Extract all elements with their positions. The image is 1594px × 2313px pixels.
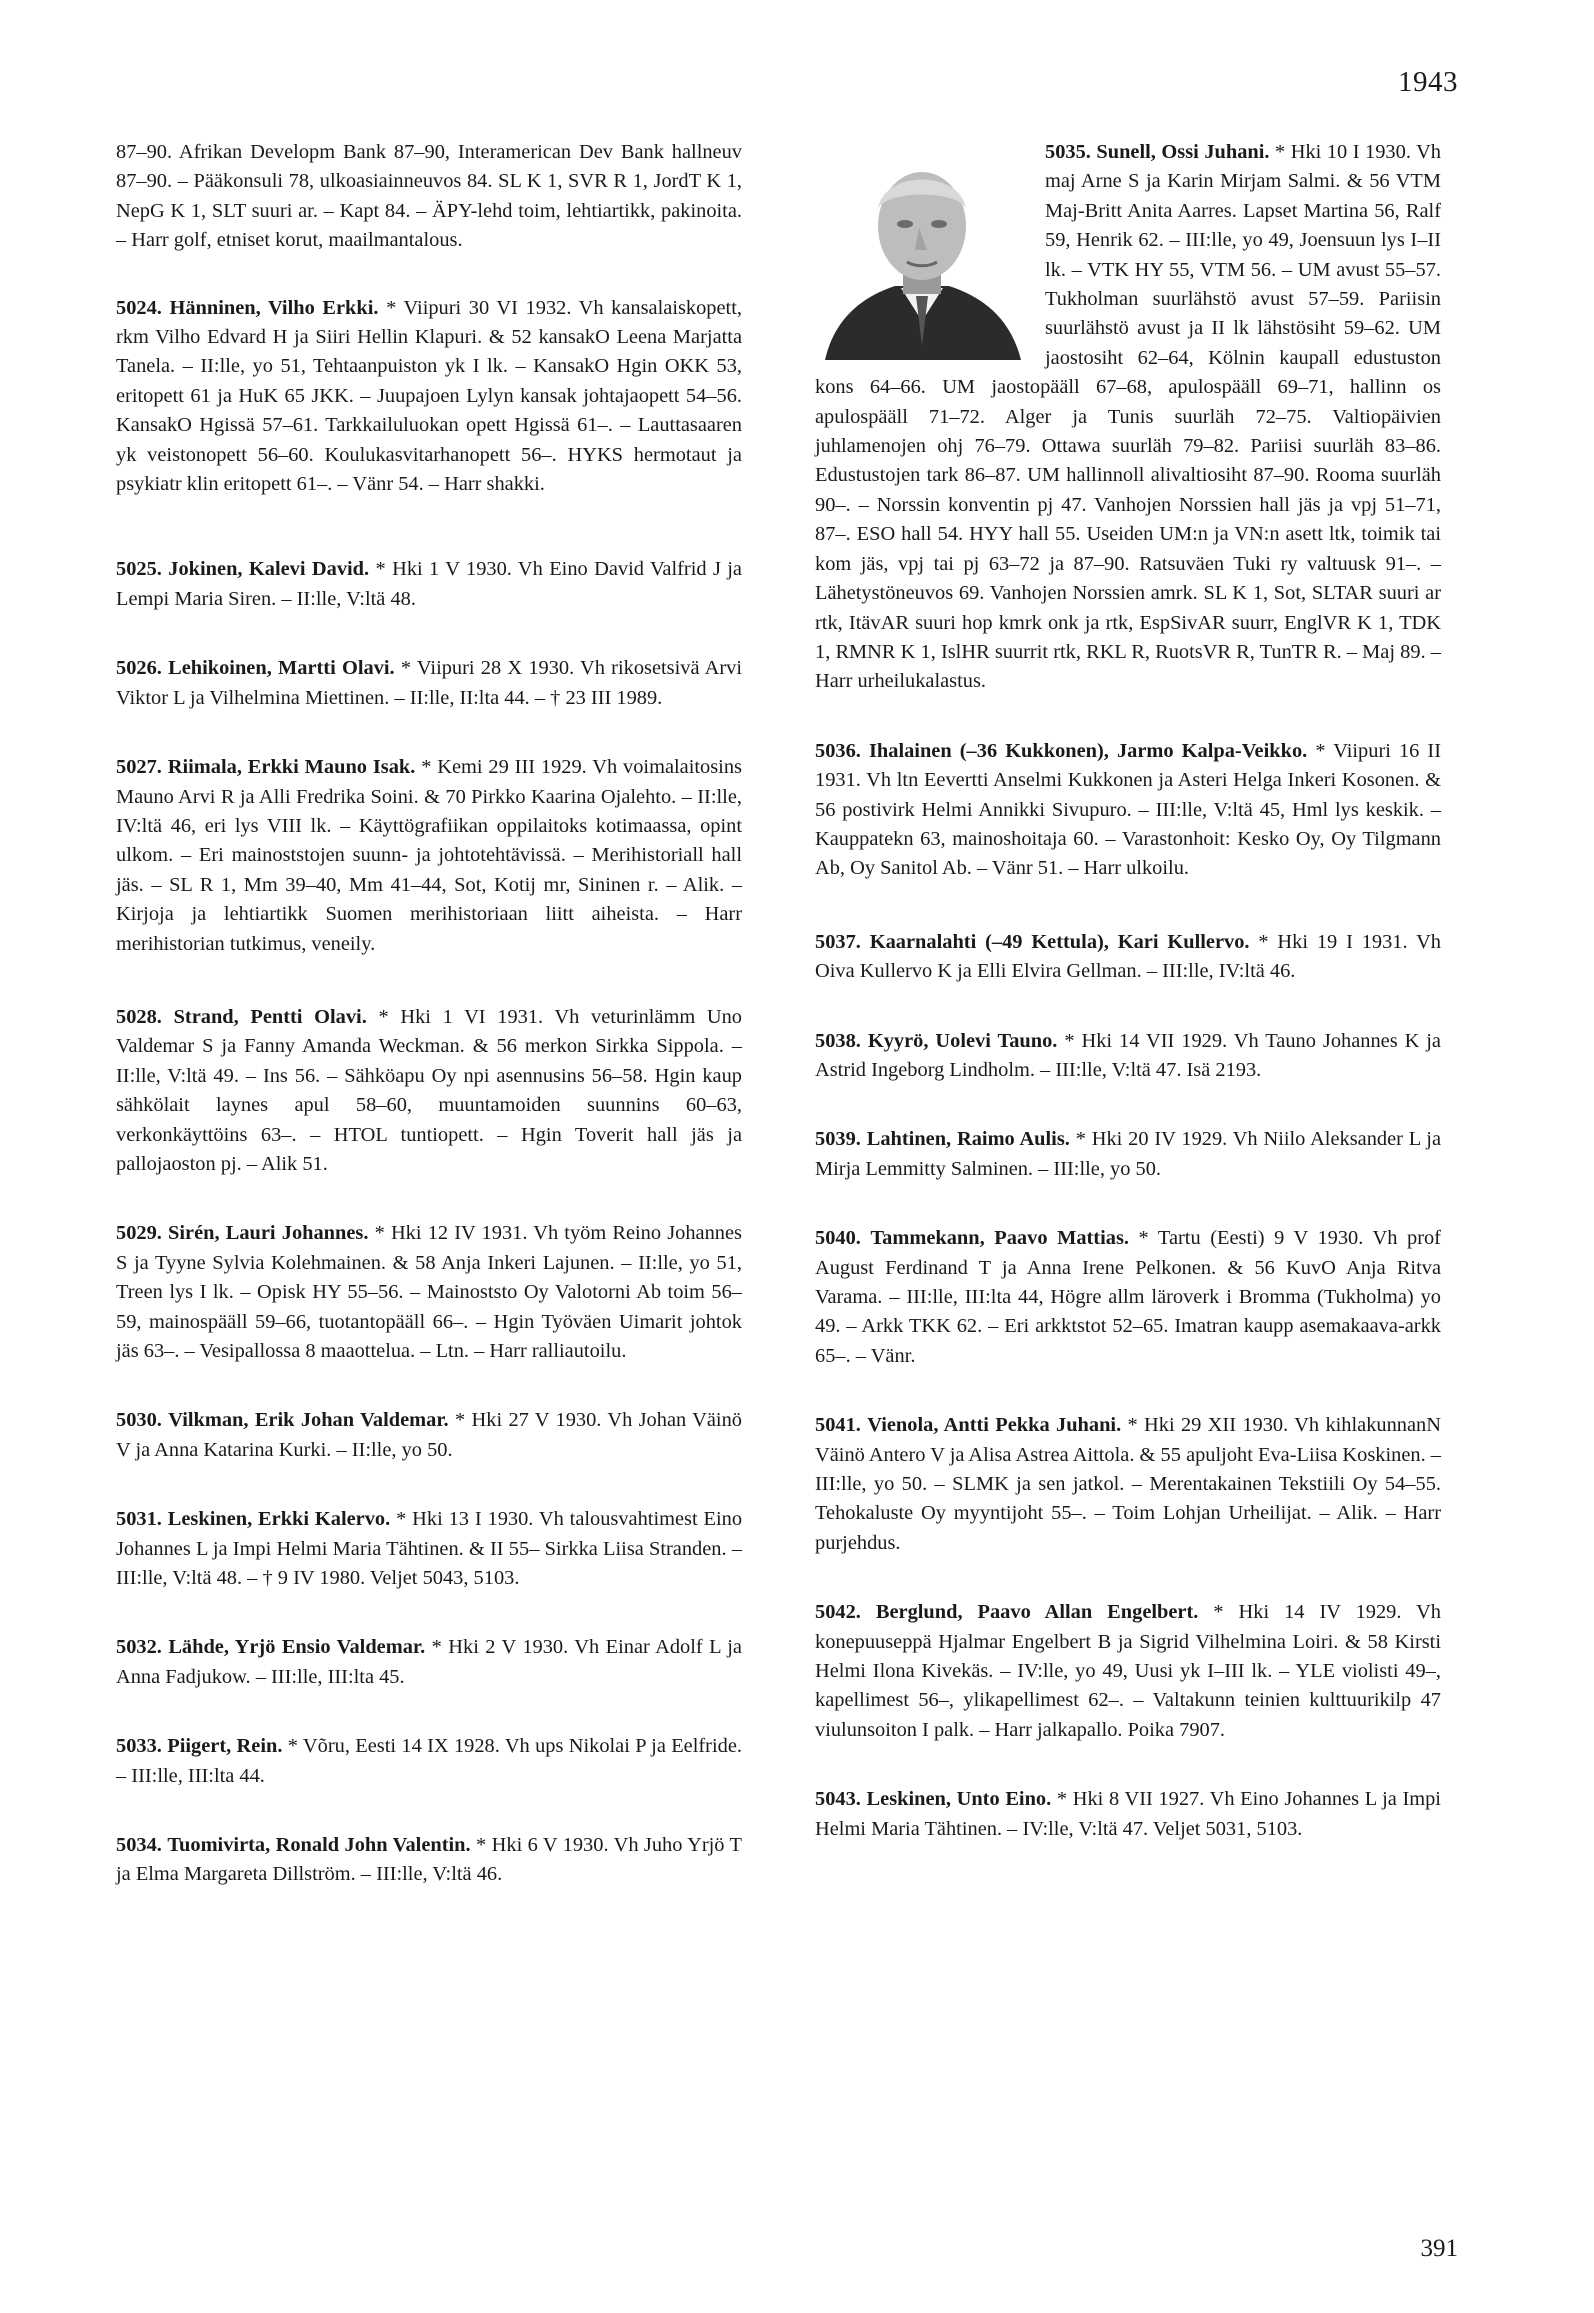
person-name: Kyyrö, Uolevi Tauno.: [867, 1029, 1058, 1052]
person-name: Jokinen, Kalevi David.: [168, 558, 370, 581]
person-name: Sunell, Ossi Juhani.: [1096, 141, 1270, 163]
entry-text: * Hki 1 V 1930. Vh Eino David Valfrid J ja Lempi Maria Siren. – II:lle, V:ltä 48.: [116, 558, 742, 610]
entry-number: 5029.: [116, 1222, 162, 1245]
entry-text: * Hki 8 VII 1927. Vh Eino Johannes L ja Impi Helmi Maria Tähtinen. – IV:lle, V:ltä 47. Veljet 5031, 5103.: [815, 1788, 1441, 1840]
entry-text: * Hki 29 XII 1930. Vh kihlakunnanN Väinö Antero V ja Alisa Astrea Aittola. & 55 apuljoht Eva-Liisa Koskinen. – III:lle, yo 50. – SLMK ja sen jatkol. – Merentakainen Tekstiili Oy 54–55. Tehokaluste Oy myyntijoht 55–. – Toim Lohjan Urheilijat. – Alik. – Harr purjehdus.: [815, 1414, 1441, 1554]
biography-entry: [815, 1598, 1441, 1745]
entry-number: 5037.: [815, 930, 861, 953]
page-header-year: 1943: [1398, 66, 1458, 98]
biography-entry: [815, 1125, 1441, 1184]
entry-text: * Hki 13 I 1930. Vh talousvahtimest Eino Johannes L ja Impi Helmi Maria Tähtinen. & II 55– Sirkka Liisa Stranden. – III:lle, V:ltä 48. – † 9 IV 1980. Veljet 5043, 5103.: [116, 1508, 743, 1590]
entry-text: * Hki 19 I 1931. Vh Oiva Kullervo K ja Elli Elvira Gellman. – III:lle, IV:ltä 46.: [815, 930, 1441, 983]
entry-text: * Hki 6 V 1930. Vh Juho Yrjö T ja Elma Margareta Dillström. – III:lle, V:ltä 46.: [116, 1834, 742, 1886]
biography-entry: [116, 138, 742, 256]
person-name: Tammekann, Paavo Mattias.: [870, 1227, 1129, 1250]
biography-entry: [116, 1406, 742, 1465]
entry-number: 5028.: [116, 1005, 162, 1028]
person-name: Leskinen, Erkki Kalervo.: [167, 1508, 391, 1531]
entry-text: * Viipuri 28 X 1930. Vh rikosetsivä Arvi Viktor L ja Vilhelmina Miettinen. – II:lle, II:lta 44. – † 23 III 1989.: [116, 657, 742, 709]
biography-entry: [116, 1831, 742, 1890]
entry-text: * Võru, Eesti 14 IX 1928. Vh ups Nikolai P ja Eelfride. – III:lle, III:lta 44.: [116, 1735, 742, 1787]
entry-number: 5034.: [116, 1834, 162, 1857]
entry-number: 5032.: [116, 1636, 162, 1659]
entry-number: 5043.: [815, 1788, 861, 1811]
entry-text: * Hki 12 IV 1931. Vh työm Reino Johannes S ja Tyyne Sylvia Kolehmainen. & 58 Anja Inkeri Lajunen. – II:lle, yo 51, Treen lys I lk. – Opisk HY 55–56. – Mainoststo Oy Valotorni Ab toim 56–59, mainospääll 59–66, tuotantopääll 66–. – Hgin Työväen Uimarit johtok jäs 63–. – Vesipallossa 8 maaottelua. – Ltn. – Harr ralliautoilu.: [116, 1222, 742, 1362]
person-name: Lähde, Yrjö Ensio Valdemar.: [168, 1636, 426, 1659]
biography-entry: [815, 737, 1441, 884]
person-name: Leskinen, Unto Eino.: [866, 1788, 1052, 1811]
biography-entry: [116, 294, 742, 500]
biography-entry: [116, 1003, 742, 1179]
biography-entry: [815, 1785, 1441, 1844]
biography-entry: [815, 1027, 1441, 1086]
portrait-photo: [815, 146, 1029, 360]
entry-number: 5027.: [116, 756, 162, 779]
person-name: Ihalainen (–36 Kukkonen), Jarmo Kalpa-Veikko.: [868, 739, 1308, 762]
person-name: Sirén, Lauri Johannes.: [168, 1222, 369, 1245]
page-number: 391: [1420, 2235, 1458, 2262]
biography-entry: [116, 1505, 742, 1593]
entry-text: * Hki 2 V 1930. Vh Einar Adolf L ja Anna Fadjukow. – III:lle, III:lta 45.: [116, 1636, 742, 1688]
entry-text: * Kemi 29 III 1929. Vh voimalaitosins Mauno Arvi R ja Alli Fredrika Soini. & 70 Pirkko Kaarina Ojalehto. – II:lle, IV:ltä 46, eri lys VIII lk. – Käyttögrafiikan oppilaitoks kotimaassa, opint ulkom. – Eri mainoststojen suunn- ja johtotehtävissä. – Merihistoriall hall jäs. – SL R 1, Mm 39–40, Mm 41–44, Sot, Kotij mr, Sininen r. – Alik. – Kirjoja ja lehtiartikk Suomen merihistoriaan liitt aiheista. – Harr merihistorian tutkimus, veneily.: [116, 756, 742, 955]
entry-number: 5031.: [116, 1508, 162, 1531]
person-name: Vienola, Antti Pekka Juhani.: [867, 1414, 1122, 1437]
entry-number: 5036.: [815, 739, 861, 762]
entry-text: * Viipuri 16 II 1931. Vh ltn Eevertti Anselmi Kukkonen ja Asteri Helga Inkeri Kosonen. & 56 postivirk Helmi Annikki Sivupuro. – III:lle, V:ltä 45, Hml lys keskik. – Kauppatekn 63, mainoshoitaja 60. – Varastonhoit: Kesko Oy, Oy Tilgmann Ab, Oy Sanitol Ab. – Vänr 51. – Harr ulkoilu.: [815, 739, 1441, 880]
biography-entry: [116, 654, 742, 713]
person-name: Tuomivirta, Ronald John Valentin.: [167, 1834, 471, 1857]
person-name: Lehikoinen, Martti Olavi.: [168, 657, 395, 680]
entry-text: 87–90. Afrikan Developm Bank 87–90, Interamerican Dev Bank hallneuv 87–90. – Pääkonsuli 78, ulkoasiainneuvos 84. SL K 1, SVR R 1, JordT K 1, NepG K 1, SLT suuri ar. – Kapt 84. – ÄPY-lehd toim, lehtiartikk, pakinoita. – Harr golf, etniset korut, maailmantalous.: [116, 141, 742, 252]
entry-text: * Hki 27 V 1930. Vh Johan Väinö V ja Anna Katarina Kurki. – II:lle, yo 50.: [116, 1409, 742, 1461]
person-name: Strand, Pentti Olavi.: [173, 1005, 367, 1028]
entry-text: * Viipuri 30 VI 1932. Vh kansalaiskopett, rkm Vilho Edvard H ja Siiri Hellin Klapuri. & 52 kansakO Leena Marjatta Tanela. – II:lle, yo 51, Tehtaanpuiston yk I lk. – KansakO Hgin OKK 53, eritopett 61 ja HuK 65 JKK. – Juupajoen Lylyn kansak johtajaopett 54–56. KansakO Hgissä 57–61. Tarkkailuluokan opett Hgissä 61–. – Lauttasaaren yk veistonopett 56–60. Koulukasvitarhanopett 56–. HYKS hermotaut ja psykiatr klin eritopett 61–. – Vänr 54. – Harr shakki.: [116, 296, 742, 496]
entry-text: * Hki 14 VII 1929. Vh Tauno Johannes K ja Astrid Ingeborg Lindholm. – III:lle, V:ltä 47. Isä 2193.: [815, 1029, 1441, 1081]
person-name: Riimala, Erkki Mauno Isak.: [167, 756, 416, 779]
entry-number: 5035.: [1045, 141, 1091, 163]
entry-number: 5026.: [116, 657, 162, 680]
biography-entry: [815, 1224, 1441, 1371]
person-name: Berglund, Paavo Allan Engelbert.: [875, 1601, 1199, 1624]
entry-text: * Hki 14 IV 1929. Vh konepuuseppä Hjalmar Engelbert B ja Sigrid Vilhelmina Loiri. & 58 Kirsti Helmi Ilona Kivekäs. – IV:lle, yo 49, Uusi yk I–III lk. – YLE violisti 49–, kapellimest 56–, ylikapellimest 62–. – Valtakunn teinien kulttuurikilp 47 viulunsoiton I palk. – Harr jalkapallo. Poika 7907.: [815, 1601, 1441, 1741]
person-name: Kaarnalahti (–49 Kettula), Kari Kullervo.: [869, 930, 1250, 953]
person-name: Hänninen, Vilho Erkki.: [169, 296, 379, 319]
entry-text: * Tartu (Eesti) 9 V 1930. Vh prof August Ferdinand T ja Anna Irene Pelkonen. & 56 KuvO Anja Ritva Varama. – III:lle, III:lta 44, Högre allm läroverk i Bromma (Tukholma) yo 49. – Arkk TKK 62. – Eri arkktstot 52–65. Imatran kaupp asemakaava-arkk 65–. – Vänr.: [815, 1227, 1441, 1367]
entry-number: 5038.: [815, 1029, 861, 1052]
entry-number: 5041.: [815, 1414, 861, 1437]
entry-number: 5040.: [815, 1227, 861, 1250]
left-column: [116, 138, 742, 1890]
entry-text: * Hki 10 I 1930. Vh maj Arne S ja Karin Mirjam Salmi. & 56 VTM Maj-Britt Anita Aarres. Lapset Martina 56, Ralf 59, Henrik 62. – III:lle, yo 49, Joensuun lys I–II lk. – VTK HY 55, VTM 56. – UM avust 55–57. Tukholman suurlähstö avust 57–59. Pariisin suurlähstö avust ja II lk lähstösiht 59–62. UM jaostosiht 62–64, Kölnin kaupall edustuston kons 64–66. UM jaostopääll 67–68, apulospääll 69–71, hallinn os apulospääll 71–72. Alger ja Tunis suurläh 72–75. Valtiopäivien juhlamenojen ohj 76–79. Ottawa suurläh 79–82. Pariisi suurläh 83–86. Edustustojen tark 86–87. UM hallinnoll alivaltiosiht 87–90. Rooma suurläh 90–. – Norssin konventin pj 47. Vanhojen Norssien hall jäs ja vpj 51–71, 87–. ESO hall 54. HYY hall 55. Useiden UM:n ja VN:n asett ltk, toimik tai kom jäs, vpj tai pj 63–72 ja 87–90. Ratsuväen Tuki ry valtuusk 91–. – Lähetystöneuvos 69. Vanhojen Norssien amrk. SL K 1, Sot, SLTAR suuri ar rtk, ItävAR suuri hop kmrk onk ja rtk, EspSivAR suurr, EnglVR K 1, TDK 1, RMNR K 1, IslHR suurrit rtk, RKL R, RuotsVR R, TunTR R. – Maj 89. – Harr urheilukalastus.: [815, 141, 1441, 693]
biography-entry: [815, 1411, 1441, 1558]
entry-number: 5039.: [815, 1128, 861, 1151]
entry-number: 5030.: [116, 1409, 162, 1432]
entry-number: 5042.: [815, 1601, 861, 1624]
entry-number: 5033.: [116, 1735, 162, 1758]
entry-text: * Hki 20 IV 1929. Vh Niilo Aleksander L ja Mirja Lemmitty Salminen. – III:lle, yo 50.: [815, 1128, 1442, 1180]
person-name: Piigert, Rein.: [167, 1735, 283, 1758]
biography-entry: [116, 1219, 742, 1366]
entry-number: 5025.: [116, 558, 162, 581]
person-name: Lahtinen, Raimo Aulis.: [866, 1128, 1070, 1151]
biography-entry: [815, 928, 1441, 987]
person-name: Vilkman, Erik Johan Valdemar.: [168, 1409, 449, 1432]
biography-entry: [815, 138, 1441, 697]
biography-entry: [116, 555, 742, 614]
biography-entry: [116, 1633, 742, 1692]
biography-entry: [116, 753, 742, 959]
entry-text: * Hki 1 VI 1931. Vh veturinlämm Uno Valdemar S ja Fanny Amanda Weckman. & 56 merkon Sirkka Sippola. – II:lle, V:ltä 49. – Ins 56. – Sähköapu Oy npi asennusins 56–58. Hgin kaup sähkölait laynes apul 58–60, muuntamoiden suunnins 60–63, verkonkäyttöins 63–. – HTOL tuntiopett. – Hgin Toverit hall jäs ja pallojaoston pj. – Alik 51.: [116, 1005, 742, 1175]
biography-entry: [116, 1732, 742, 1791]
right-column: [815, 138, 1441, 1844]
entry-number: 5024.: [116, 296, 162, 319]
